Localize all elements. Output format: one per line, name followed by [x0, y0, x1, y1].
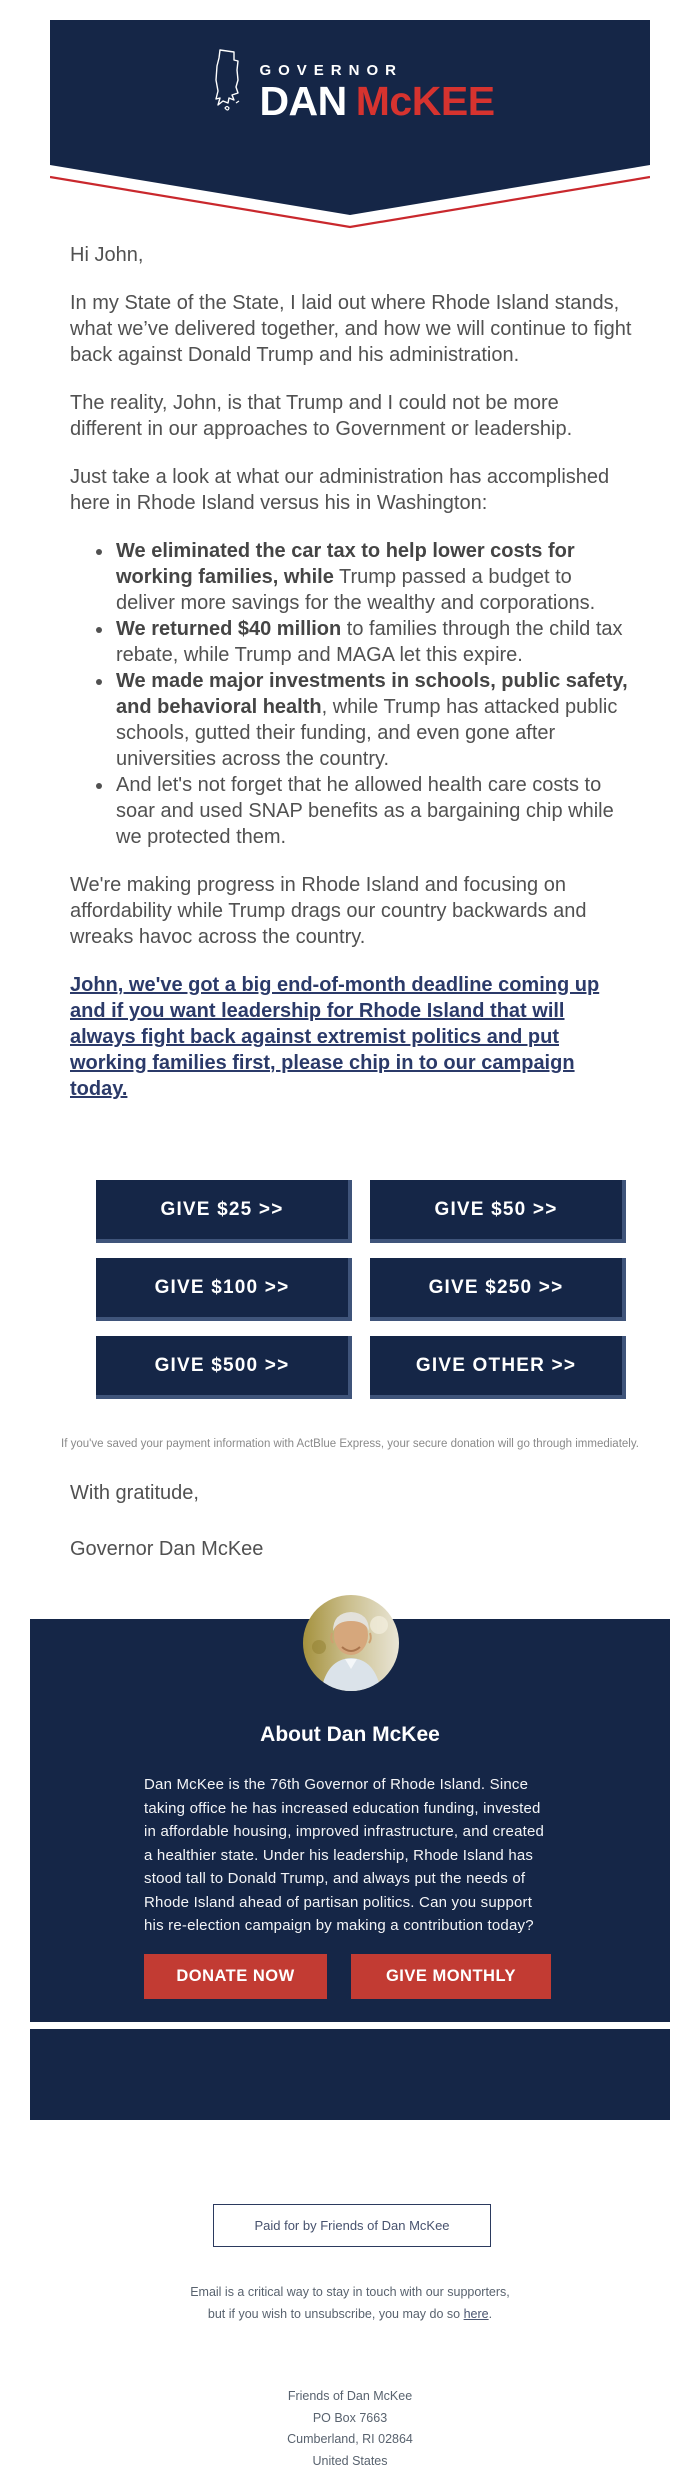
paragraph-state-of-state: In my State of the State, I laid out where Rhode Island stands, what we’ve delivered together, and how we will continue to fight back against Donald Trump and his administration.	[70, 292, 632, 366]
banner-chevron	[50, 165, 650, 235]
logo-text	[259, 46, 494, 122]
donation-button-grid	[96, 1180, 626, 1399]
bullet-rest-text: Trump passed a budget to deliver more savings for the wealthy and corporations.	[116, 566, 596, 614]
bullet-rest-text: to families through the child tax rebate, while Trump and MAGA let this expire.	[116, 618, 623, 666]
about-buttons	[144, 1954, 556, 1999]
unsubscribe-text-before: Email is a critical way to stay in touch with our supporters, but if you wish to unsubscribe, you may do so	[190, 2285, 510, 2321]
bullet-bold-text: We made major investments in schools, public safety, and behavioral health	[116, 670, 628, 718]
give-250-button[interactable]: GIVE $250 >>	[370, 1258, 626, 1321]
accomplishments-list	[70, 538, 632, 850]
actblue-disclaimer: If you've saved your payment information with ActBlue Express, your secure donation will go through immediately.	[61, 1438, 639, 1450]
give-25-button[interactable]: GIVE $25 >>	[96, 1180, 352, 1243]
header-banner	[50, 20, 650, 165]
give-other-button[interactable]: GIVE OTHER >>	[370, 1336, 626, 1399]
chip-in-link[interactable]: John, we've got a big end-of-month deadline coming up and if you want leadership for Rhode Island that will always fight back against extremist politics and put working families first, please chip in to our campaign today.	[70, 974, 600, 1100]
paragraph-reality: The reality, John, is that Trump and I could not be more different in our approaches to Government or leadership.	[70, 392, 573, 440]
paragraph-accomplishments-intro: Just take a look at what our administration has accomplished here in Rhode Island versus his in Washington:	[70, 466, 610, 514]
greeting: Hi John,	[70, 244, 144, 266]
accomplishment-item	[114, 616, 632, 668]
bullet-rest-text: And let's not forget that he allowed health care costs to soar and used SNAP benefits as a bargaining chip while we protected them.	[116, 774, 614, 848]
address-city: Cumberland, RI 02864	[287, 2432, 413, 2446]
signature-name: Governor Dan McKee	[70, 1538, 264, 1560]
accomplishment-item	[114, 538, 632, 616]
signature-closing: With gratitude,	[70, 1482, 199, 1504]
give-monthly-button[interactable]: GIVE MONTHLY	[351, 1954, 551, 1999]
address-pobox: PO Box 7663	[312, 2410, 388, 2425]
bullet-bold-text: We returned $40 million	[116, 618, 342, 640]
logo-name	[259, 80, 494, 122]
about-heading: About Dan McKee	[260, 1723, 440, 1746]
accomplishment-item	[114, 668, 632, 772]
logo-dan: DAN	[259, 78, 347, 124]
accomplishment-item	[114, 772, 632, 850]
unsubscribe-here-link[interactable]: here	[463, 2306, 489, 2321]
logo-mckee: McKEE	[355, 78, 495, 124]
rhode-island-outline-icon	[205, 46, 255, 130]
signature-block	[70, 1480, 263, 1592]
bullet-bold-text: We eliminated the car tax to help lower costs for working families, while	[116, 540, 575, 588]
logo-governor-label: GOVERNOR	[259, 62, 403, 79]
donate-now-button[interactable]: DONATE NOW	[144, 1954, 327, 1999]
give-500-button[interactable]: GIVE $500 >>	[96, 1336, 352, 1399]
address-org: Friends of Dan McKee	[287, 2389, 413, 2403]
unsubscribe-text-after: .	[488, 2306, 493, 2321]
address-country: United States	[312, 2453, 388, 2468]
postal-address	[0, 2386, 700, 2472]
dan-mckee-photo	[303, 1595, 399, 1691]
unsubscribe-text	[180, 2282, 520, 2325]
paragraph-progress: We're making progress in Rhode Island and focusing on affordability while Trump drags our country backwards and wreaks havoc across the country.	[70, 874, 587, 948]
about-bio-text: Dan McKee is the 76th Governor of Rhode Island. Since taking office he has increased education funding, invested in affordable housing, improved infrastructure, and created a healthier state. Under his leadership, Rhode Island has stood tall to Donald Trump, and always put the needs of Rhode Island ahead of partisan politics. Can you support his re-election campaign by making a contribution today?	[144, 1776, 545, 1934]
footer-navy-band	[30, 2029, 670, 2120]
cta-paragraph	[70, 972, 632, 1102]
governor-dan-mckee-logo	[205, 20, 494, 165]
paid-for-disclaimer-box: Paid for by Friends of Dan McKee	[213, 2204, 491, 2247]
letter-body	[70, 242, 632, 1124]
bullet-rest-text: , while Trump has attacked public schools, gutted their funding, and even gone after universities across the country.	[116, 696, 618, 770]
give-50-button[interactable]: GIVE $50 >>	[370, 1180, 626, 1243]
give-100-button[interactable]: GIVE $100 >>	[96, 1258, 352, 1321]
